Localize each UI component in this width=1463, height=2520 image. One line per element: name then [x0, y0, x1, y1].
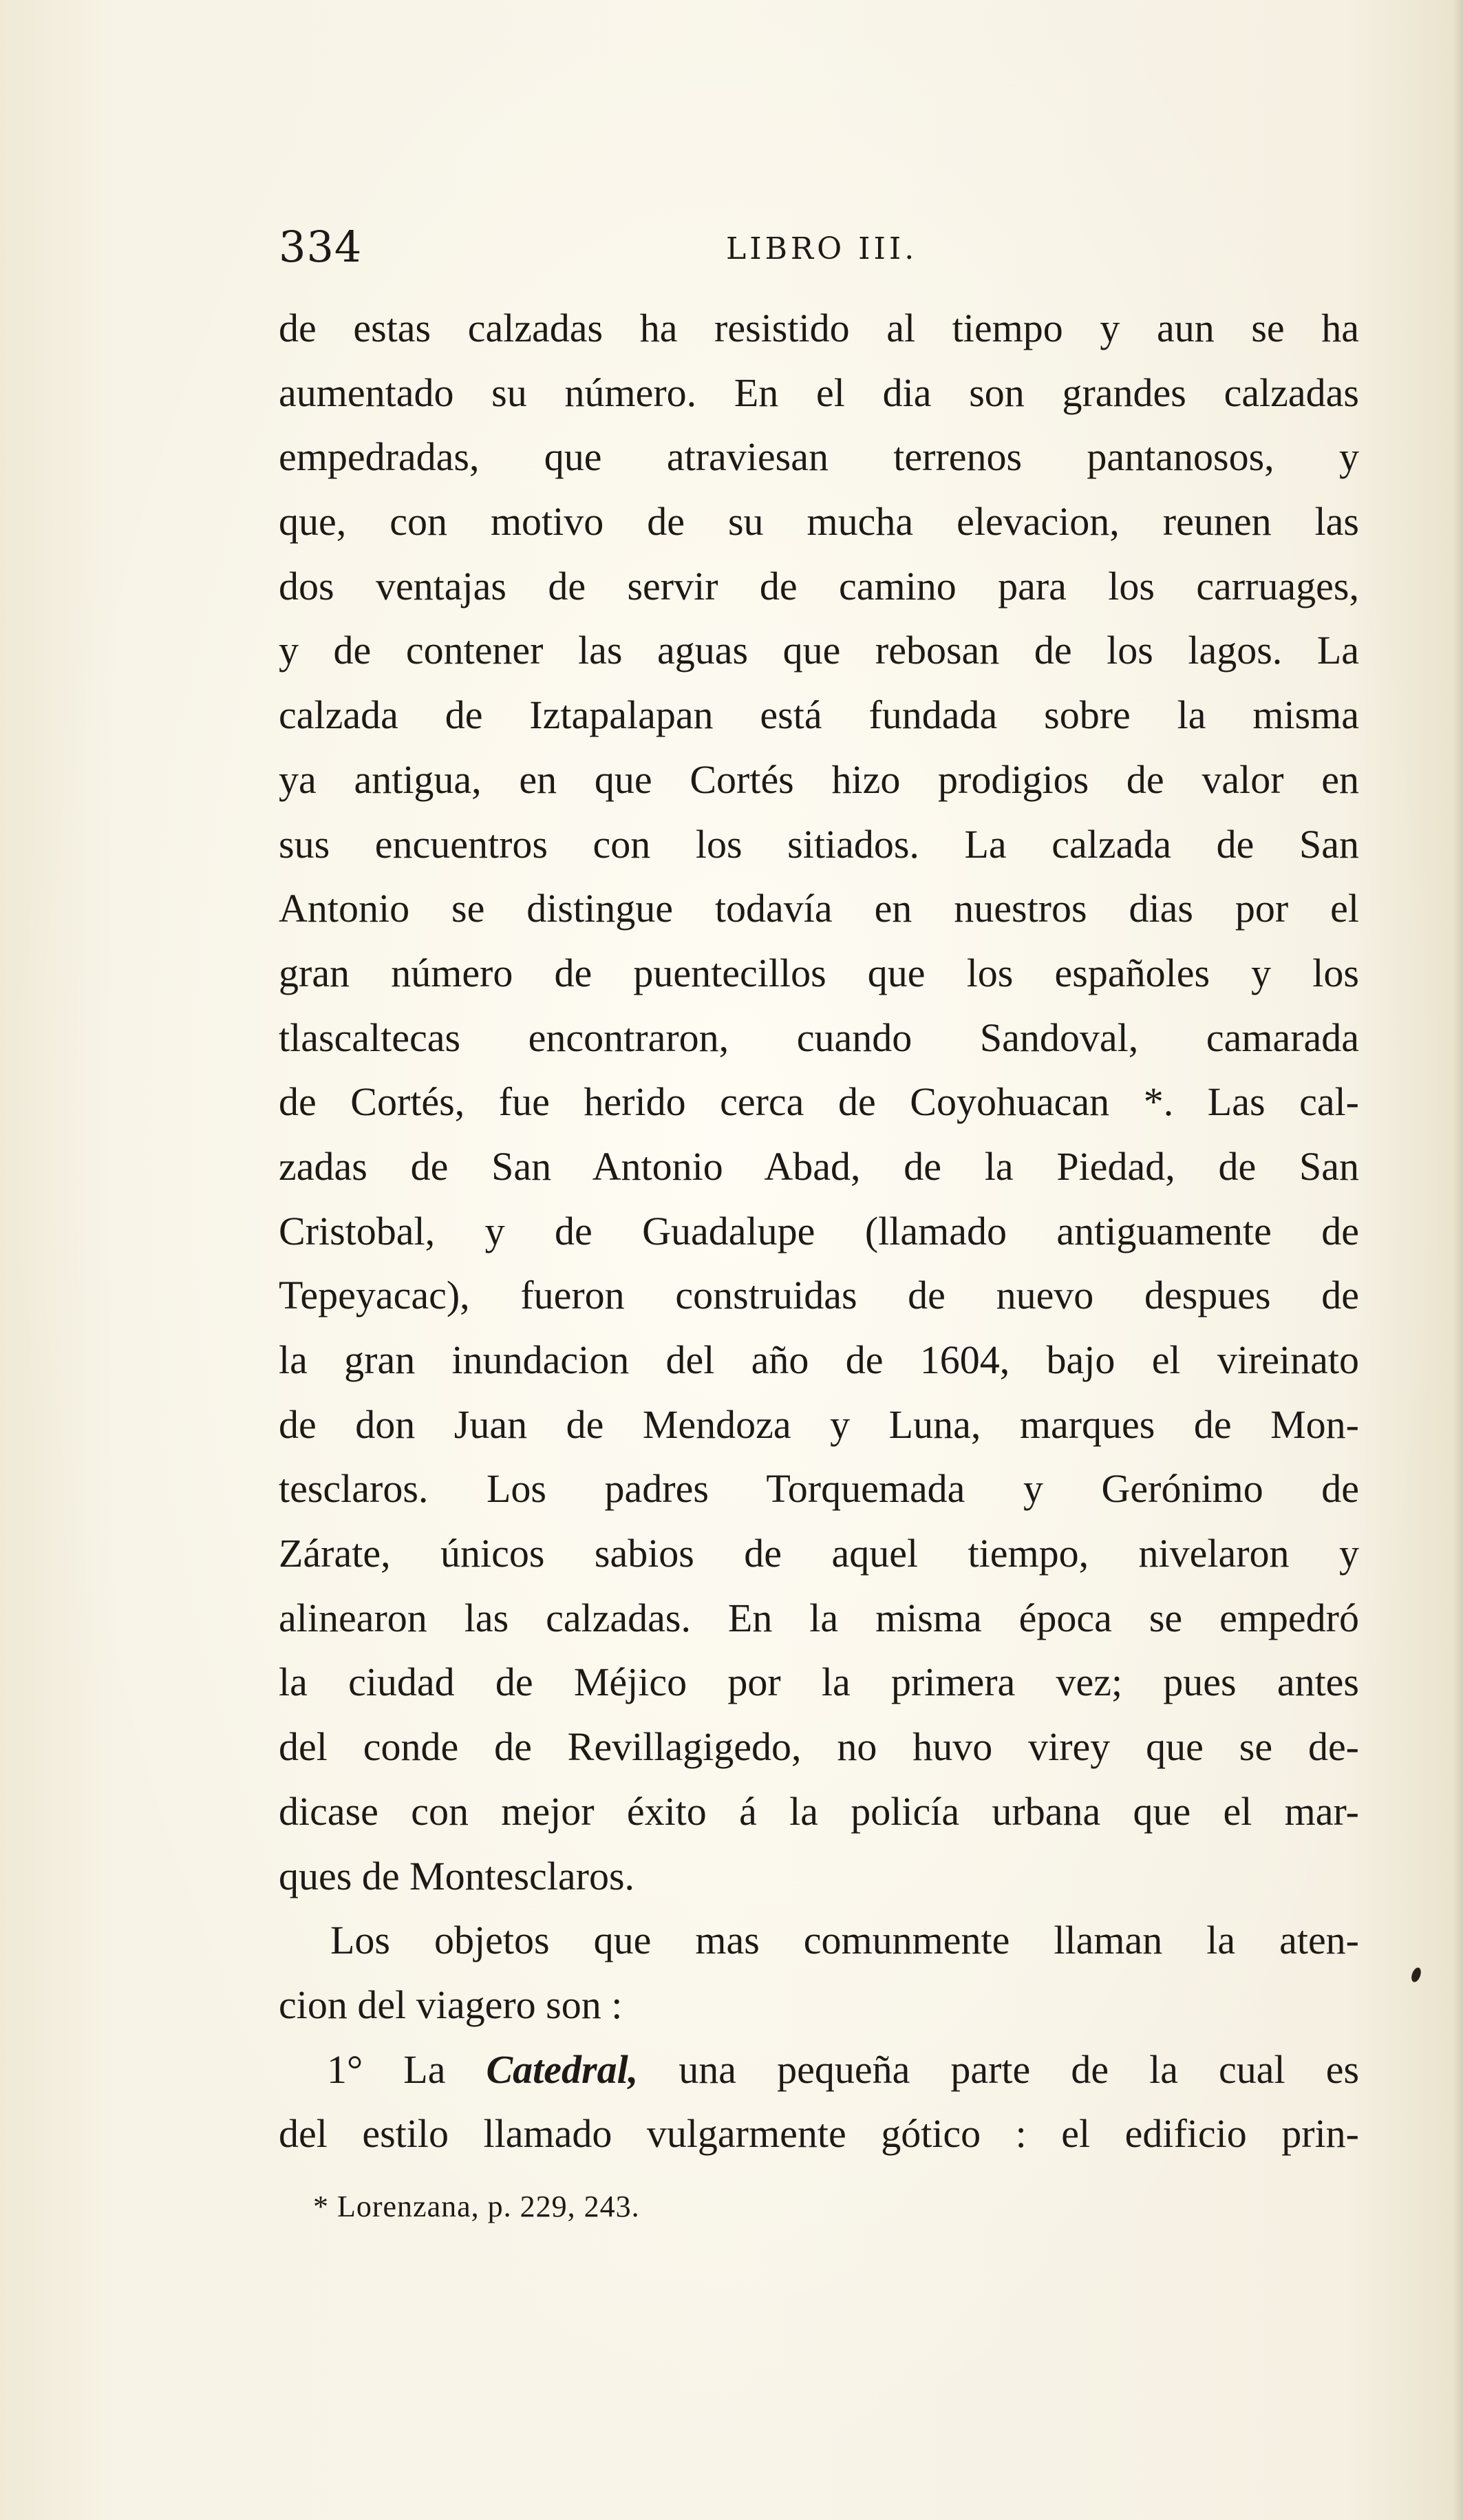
text-line: Zárate, únicos sabios de aquel tiempo, nivelaron y — [279, 1531, 1359, 1576]
text-line: ques de Montesclaros. — [279, 1853, 635, 1898]
text-line: de Cortés, fue herido cerca de Coyohuacan *. Las cal- — [279, 1079, 1359, 1125]
item-text: una pequeña parte de la cual es — [679, 2046, 1360, 2092]
text-line: de estas calzadas ha resistido al tiempo y aun se ha — [279, 306, 1359, 350]
text-line: gran número de puentecillos que los españoles y los — [279, 950, 1359, 995]
text-line: dos ventajas de servir de camino para los carruages, — [279, 563, 1359, 608]
text-line: cion del viagero son : — [279, 1982, 623, 2027]
page-edge-shadow — [1453, 0, 1463, 2520]
text-line: tesclaros. Los padres Torquemada y Gerónimo de — [279, 1466, 1359, 1512]
body-text — [279, 296, 1359, 2166]
book-title: LIBRO III. — [726, 231, 918, 266]
text-line: alinearon las calzadas. En la misma época se empedró — [279, 1595, 1359, 1640]
text-line: y de contener las aguas que rebosan de los lagos. La — [279, 628, 1359, 673]
paragraph-first-line: Los objetos que mas comunmente llaman la aten- — [330, 1918, 1359, 1963]
item-emphasis: Catedral, — [486, 2046, 639, 2092]
list-item-catedral — [279, 2037, 1359, 2102]
text-line: la gran inundacion del año de 1604, bajo el vireinato — [279, 1337, 1359, 1382]
text-line: Cristobal, y de Guadalupe (llamado antiguamente de — [279, 1208, 1359, 1253]
ink-speck — [1410, 1967, 1423, 1984]
text-line: del conde de Revillagigedo, no huvo virey que se de- — [279, 1724, 1359, 1770]
item-number: 1° — [327, 2046, 363, 2092]
page-number: 334 — [279, 222, 363, 272]
text-line: del estilo llamado vulgarmente gótico : el edificio prin- — [279, 2111, 1359, 2157]
text-line: tlascaltecas encontraron, cuando Sandoval, camarada — [279, 1015, 1359, 1060]
footnote: * Lorenzana, p. 229, 243. — [313, 2190, 640, 2223]
running-head — [279, 222, 1359, 270]
text-line: que, con motivo de su mucha elevacion, reunen las — [279, 499, 1359, 544]
text-line: sus encuentros con los sitiados. La calzada de San — [279, 821, 1359, 867]
text-line: dicase con mejor éxito á la policía urbana que el mar- — [279, 1788, 1359, 1834]
text-line: la ciudad de Méjico por la primera vez; pues antes — [279, 1660, 1359, 1705]
text-line: de don Juan de Mendoza y Luna, marques de Mon- — [279, 1401, 1359, 1447]
text-line: Antonio se distingue todavía en nuestros dias por el — [279, 886, 1359, 931]
text-line: ya antigua, en que Cortés hizo prodigios de valor en — [279, 756, 1359, 802]
text-line: calzada de Iztapalapan está fundada sobre la misma — [279, 692, 1359, 738]
text-line: Tepeyacac), fueron construidas de nuevo despues de — [279, 1273, 1359, 1318]
text-line: empedradas, que atraviesan terrenos pantanosos, y — [279, 434, 1359, 480]
item-article: La — [403, 2046, 446, 2092]
text-line: aumentado su número. En el dia son grandes calzadas — [279, 370, 1359, 415]
text-line: zadas de San Antonio Abad, de la Piedad, de San — [279, 1143, 1359, 1189]
